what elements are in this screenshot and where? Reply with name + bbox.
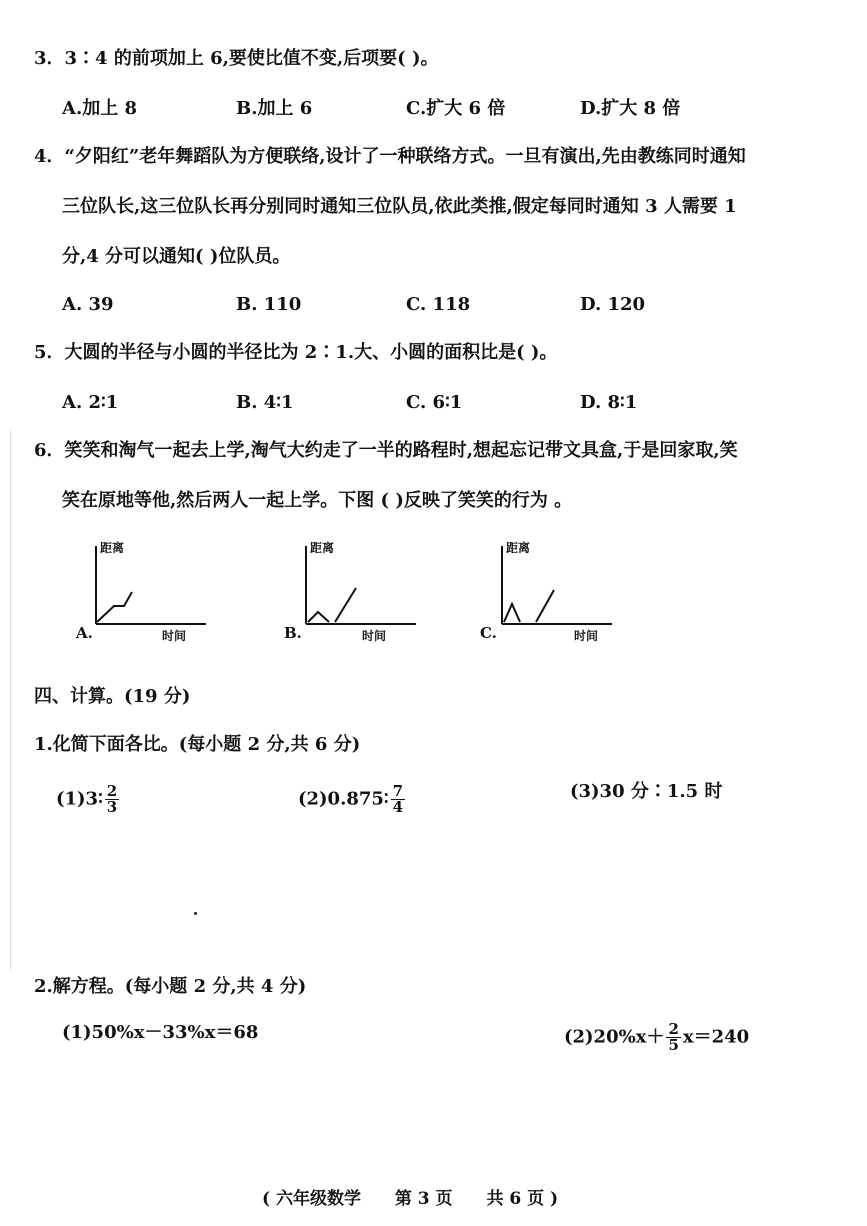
fraction-denominator: 3 (106, 798, 118, 816)
graph-a[interactable] (88, 538, 208, 648)
q4-option-b[interactable]: B. 110 (236, 294, 302, 315)
section-4-sub1-title: 1.化简下面各比。(每小题 2 分,共 6 分) (34, 734, 361, 755)
equation-item-1: (1)50%x－33%x＝68 (62, 1022, 259, 1043)
fraction-denominator: 4 (392, 798, 404, 816)
simplify-item-1-fraction (105, 784, 119, 815)
q5-option-d[interactable]: D. 8∶1 (580, 392, 638, 413)
q4-option-c[interactable]: C. 118 (406, 294, 471, 315)
q3-option-b[interactable]: B.加上 6 (236, 98, 313, 119)
q5-option-a[interactable]: A. 2∶1 (62, 392, 119, 413)
q4-option-a[interactable]: A. 39 (62, 294, 114, 315)
scan-edge-line (10, 430, 11, 970)
fraction-numerator: 2 (106, 782, 118, 800)
simplify-item-3: (3)30 分∶1.5 时 (570, 781, 723, 802)
graph-c-xlabel: 时间 (574, 629, 599, 643)
footer-subject: ( 六年级数学 (262, 1189, 361, 1209)
question-6-line1: 6．笑笑和淘气一起去上学,淘气大约走了一半的路程时,想起忘记带文具盒,于是回家取,笑 (34, 440, 738, 461)
stray-dot (194, 912, 197, 915)
fraction-denominator: 5 (668, 1036, 679, 1054)
question-6-line2: 笑在原地等他,然后两人一起上学。下图 ( )反映了笑笑的行为 。 (62, 490, 573, 511)
question-4-line3: 分,4 分可以通知( )位队员。 (62, 246, 291, 267)
graph-c-ylabel: 距离 (506, 541, 531, 555)
footer-page-number: 第 3 页 (394, 1189, 453, 1209)
graph-a-xlabel: 时间 (162, 629, 187, 643)
graph-c-curve-1 (504, 604, 520, 622)
section-4-title: 四、计算。(19 分) (34, 686, 191, 707)
equation-item-2-fraction (666, 1022, 680, 1053)
q5-option-c[interactable]: C. 6∶1 (406, 392, 463, 413)
equation-item-2-suffix: x＝240 (682, 1026, 750, 1048)
fraction-numerator: 2 (668, 1020, 679, 1038)
graph-b-ylabel: 距离 (310, 541, 335, 555)
equation-item-2 (564, 1022, 749, 1053)
graph-b-option-label: B. (284, 624, 302, 642)
q3-option-c[interactable]: C.扩大 6 倍 (406, 98, 506, 119)
simplify-item-2-fraction (391, 784, 405, 815)
graph-b-curve-2 (335, 588, 356, 622)
page-footer (262, 1184, 586, 1209)
graph-c-curve-2 (536, 590, 554, 622)
graph-a-ylabel: 距离 (100, 541, 125, 555)
graph-c-option-label: C. (480, 624, 497, 642)
simplify-item-1-prefix: (1)3∶ (56, 788, 103, 810)
question-3-stem: 3．3∶4 的前项加上 6,要使比值不变,后项要( )。 (34, 48, 439, 69)
graph-b[interactable] (298, 538, 418, 648)
question-5-stem: 5．大圆的半径与小圆的半径比为 2∶1.大、小圆的面积比是( )。 (34, 342, 558, 363)
simplify-item-2-prefix: (2)0.875∶ (298, 788, 389, 810)
graph-c[interactable] (494, 538, 614, 648)
footer-total-pages: 共 6 页 ) (486, 1189, 559, 1209)
q3-option-d[interactable]: D.扩大 8 倍 (580, 98, 681, 119)
simplify-item-2 (298, 784, 407, 815)
graph-a-option-label: A. (76, 624, 93, 642)
simplify-item-1 (56, 784, 121, 815)
graph-b-curve-1 (308, 612, 329, 622)
section-4-sub2-title: 2.解方程。(每小题 2 分,共 4 分) (34, 976, 307, 997)
question-4-line2: 三位队长,这三位队长再分别同时通知三位队员,依此类推,假定每同时通知 3 人需要 1 (62, 196, 737, 217)
q4-option-d[interactable]: D. 120 (580, 294, 646, 315)
q5-option-b[interactable]: B. 4∶1 (236, 392, 294, 413)
q3-option-a[interactable]: A.加上 8 (62, 98, 138, 119)
graph-a-curve (97, 592, 132, 622)
question-4-line1: 4．“夕阳红”老年舞蹈队为方便联络,设计了一种联络方式。一旦有演出,先由教练同时通知 (34, 146, 746, 167)
graph-b-xlabel: 时间 (362, 629, 387, 643)
fraction-numerator: 7 (392, 782, 404, 800)
equation-item-2-prefix: (2)20%x＋ (564, 1026, 665, 1048)
